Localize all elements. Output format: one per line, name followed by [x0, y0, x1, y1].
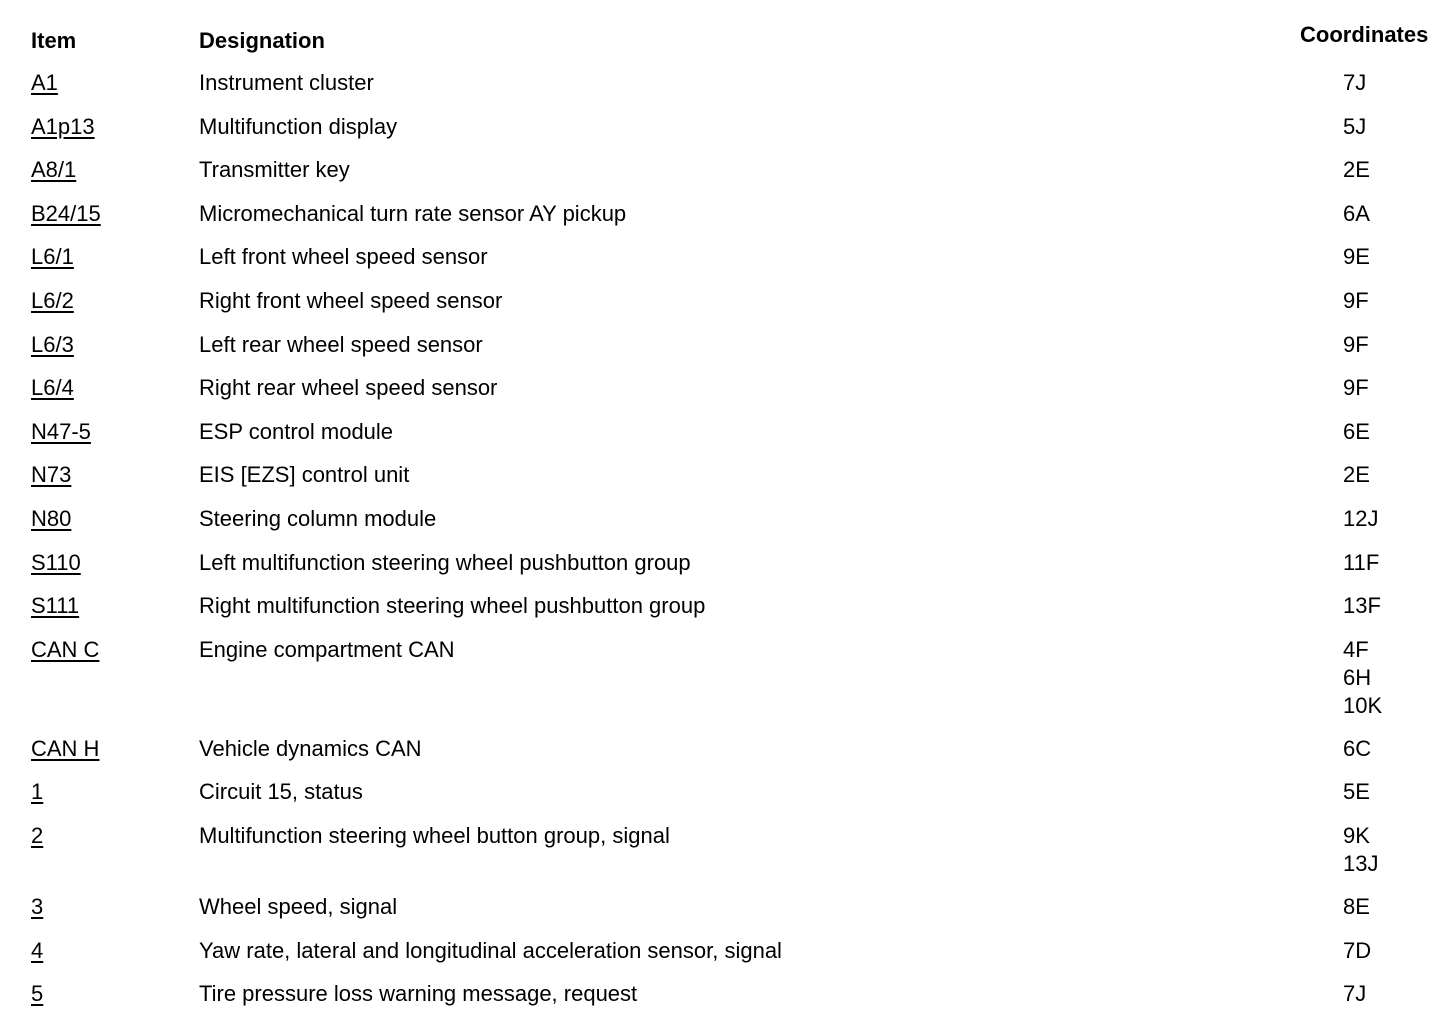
table-row: [0, 892, 1456, 936]
designation-text: Multifunction display: [199, 113, 398, 139]
table-row: [0, 330, 1456, 374]
item-link[interactable]: L6/4: [31, 375, 74, 401]
table-row: [0, 417, 1456, 461]
item-link[interactable]: CAN H: [31, 735, 100, 761]
item-link[interactable]: A8/1: [31, 157, 77, 183]
coordinates-text: 9K 13J: [1343, 822, 1379, 876]
item-link[interactable]: N73: [31, 462, 72, 488]
designation-text: Instrument cluster: [199, 70, 374, 95]
designation-text: Circuit 15, status: [199, 779, 363, 805]
table-row: [0, 979, 1456, 1023]
item-link[interactable]: 2: [31, 822, 44, 848]
coordinates-text: 9E: [1343, 244, 1370, 270]
table-row: [0, 734, 1456, 778]
table-row: [0, 936, 1456, 980]
coordinates-text: 7J: [1343, 981, 1367, 1007]
designation-text: Left rear wheel speed sensor: [199, 331, 483, 357]
designation-text: Wheel speed, signal: [199, 893, 398, 919]
designation-text: Tire pressure loss warning message, request: [199, 981, 638, 1007]
column-header-coordinates: Coordinates: [1300, 22, 1429, 47]
item-link[interactable]: N80: [31, 505, 72, 531]
item-link[interactable]: 5: [31, 981, 44, 1007]
table-row: [0, 777, 1456, 821]
coordinates-text: 9F: [1343, 331, 1369, 357]
coordinates-text: 7J: [1343, 70, 1367, 95]
column-header-designation: Designation: [199, 28, 325, 53]
item-link[interactable]: A1p13: [31, 113, 95, 139]
table-row: [0, 155, 1456, 199]
designation-text: Vehicle dynamics CAN: [199, 735, 422, 761]
coordinates-text: 5J: [1343, 113, 1367, 139]
column-header-item: Item: [31, 28, 77, 53]
item-link[interactable]: 3: [31, 893, 44, 919]
table-row: [0, 504, 1456, 548]
coordinates-text: 13F: [1343, 593, 1381, 619]
designation-text: ESP control module: [199, 418, 394, 444]
item-link[interactable]: CAN C: [31, 636, 100, 662]
item-link[interactable]: L6/2: [31, 287, 74, 313]
designation-text: Micromechanical turn rate sensor AY pickup: [199, 200, 627, 226]
designation-text: Engine compartment CAN: [199, 636, 455, 662]
table-row: [0, 199, 1456, 243]
table-row: [0, 821, 1456, 892]
designation-text: Right multifunction steering wheel pushbutton group: [199, 593, 706, 619]
item-link[interactable]: S110: [31, 549, 81, 575]
coordinates-text: 9F: [1343, 287, 1369, 313]
item-link[interactable]: B24/15: [31, 200, 101, 226]
coordinates-text: 8E: [1343, 893, 1370, 919]
item-link[interactable]: 1: [31, 779, 44, 805]
designation-text: Transmitter key: [199, 157, 350, 183]
coordinates-text: 4F 6H 10K: [1343, 636, 1383, 718]
item-link[interactable]: L6/1: [31, 244, 74, 270]
table-row: [0, 591, 1456, 635]
coordinates-text: 12J: [1343, 505, 1379, 531]
designation-text: Multifunction steering wheel button group, signal: [199, 822, 670, 848]
coordinates-text: 2E: [1343, 157, 1370, 183]
coordinates-text: 5E: [1343, 779, 1370, 805]
item-link[interactable]: N47-5: [31, 418, 91, 444]
table-row: [0, 242, 1456, 286]
coordinates-text: 6A: [1343, 200, 1370, 226]
coordinates-text: 2E: [1343, 462, 1370, 488]
item-link[interactable]: 4: [31, 937, 44, 963]
table-row: [0, 460, 1456, 504]
table-row: [0, 548, 1456, 592]
coordinates-text: 6C: [1343, 735, 1372, 761]
table-row: [0, 112, 1456, 156]
table-row: [0, 373, 1456, 417]
designation-text: Yaw rate, lateral and longitudinal acceleration sensor, signal: [199, 937, 782, 963]
table-row: [0, 68, 1456, 112]
item-link[interactable]: S111: [31, 593, 80, 619]
coordinates-text: 11F: [1343, 549, 1380, 575]
coordinates-text: 9F: [1343, 375, 1369, 401]
designation-text: Steering column module: [199, 505, 437, 531]
designation-text: EIS [EZS] control unit: [199, 462, 410, 488]
designation-text: Left front wheel speed sensor: [199, 244, 488, 270]
item-link[interactable]: L6/3: [31, 331, 74, 357]
table-row: [0, 286, 1456, 330]
table-row: [0, 635, 1456, 734]
coordinates-text: 6E: [1343, 418, 1370, 444]
coordinates-text: 7D: [1343, 937, 1372, 963]
designation-text: Right rear wheel speed sensor: [199, 375, 498, 401]
designation-text: Left multifunction steering wheel pushbutton group: [199, 549, 691, 575]
designation-text: Right front wheel speed sensor: [199, 287, 503, 313]
item-link[interactable]: A1: [31, 70, 58, 95]
legend-table-body: [0, 68, 1456, 1023]
